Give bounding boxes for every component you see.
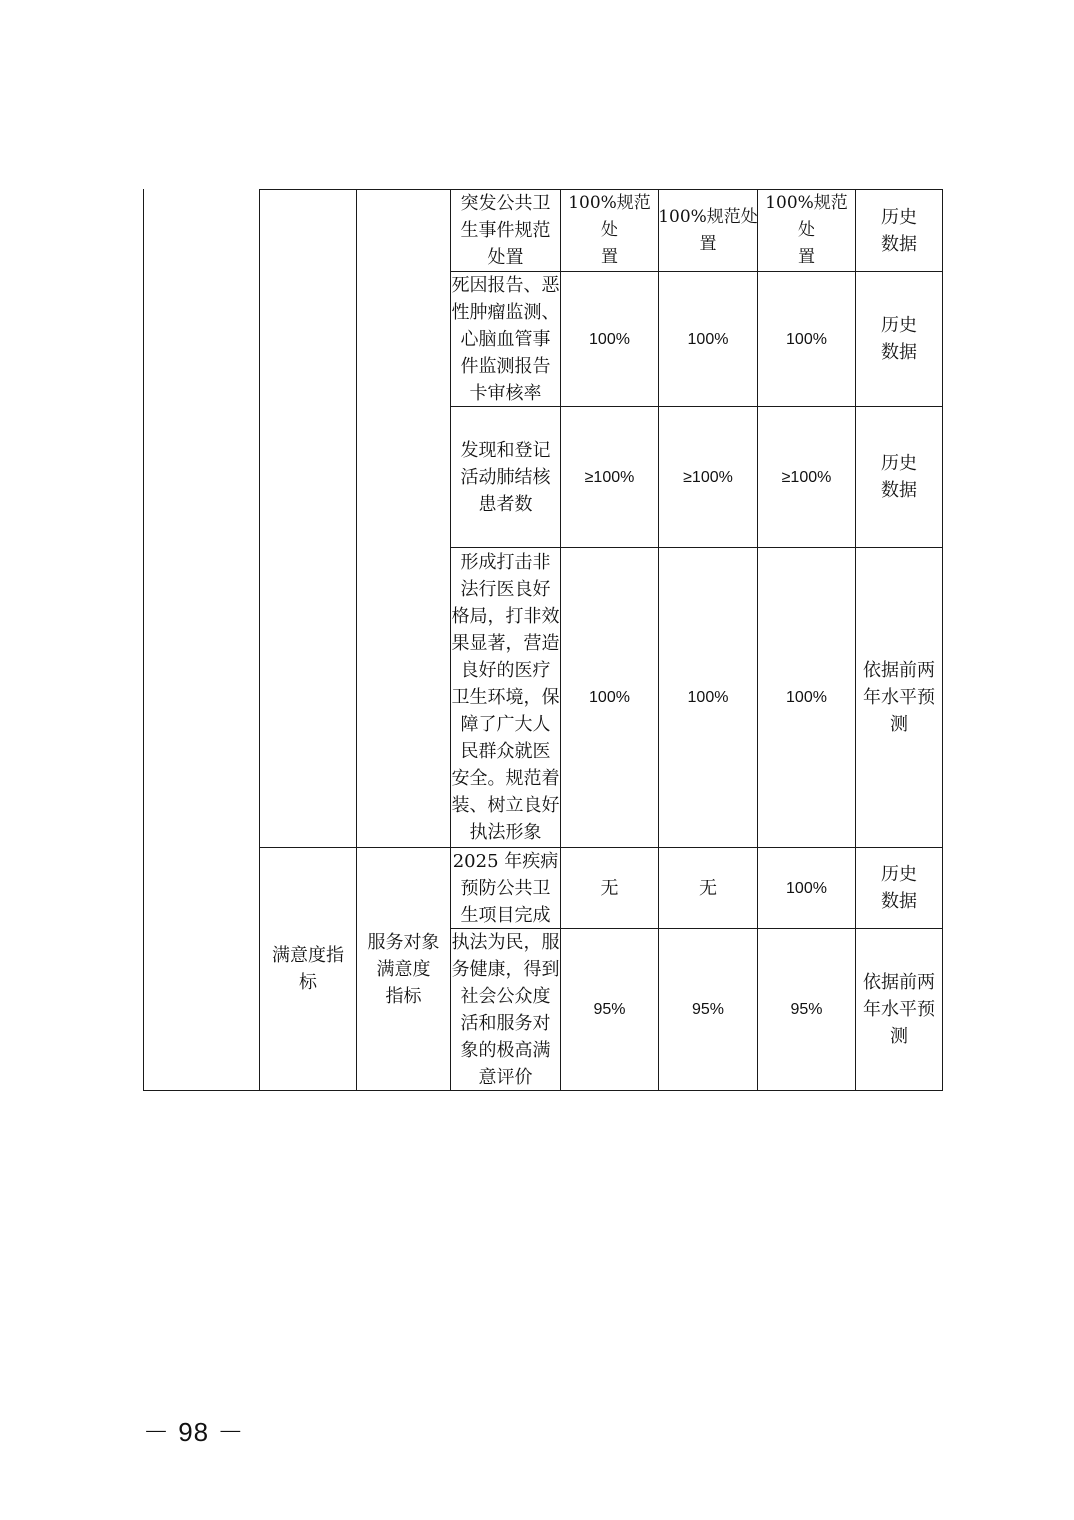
- basis-cell: 历史 数据: [881, 206, 917, 255]
- value-cell-y2: ≥100%: [683, 468, 733, 486]
- indicator-cell: 形成打击非 法行医良好 格局，打非效 果显著，营造 良好的医疗 卫生环境，保 障了广大人 民群众就医 安全。规范着 装、树立良好 执法形象: [451, 552, 560, 843]
- basis-cell: 依据前两 年水平预 测: [863, 660, 935, 735]
- value-cell-y3: 100%: [786, 689, 827, 706]
- value-cell-y2: 100%规范处 置: [658, 206, 758, 254]
- indicator-cell: 执法为民，服 务健康，得到 社会公众度 活和服务对 象的极高满 意评价: [451, 931, 560, 1088]
- value-cell-y1: 100%: [589, 330, 630, 348]
- basis-cell: 历史 数据: [881, 864, 917, 912]
- basis-cell: 历史 数据: [881, 453, 917, 501]
- satisfaction-subcategory-cell: 服务对象 满意度 指标: [367, 931, 440, 1007]
- value-cell-y3: ≥100%: [781, 468, 832, 486]
- value-cell-y1: ≥100%: [584, 468, 635, 486]
- value-cell-y2: 100%: [687, 330, 729, 348]
- value-cell-y1: 100%: [589, 689, 630, 706]
- value-cell-y3: 100%规范处 置: [765, 193, 848, 267]
- value-cell-y2: 95%: [691, 1001, 725, 1018]
- indicator-cell: 突发公共卫 生事件规范 处置: [460, 193, 551, 268]
- indicator-cell: 死因报告、恶 性肿瘤监测、 心脑血管事 件监测报告 卡审核率: [451, 274, 560, 404]
- indicator-cell: 2025 年疾病 预防公共卫 生项目完成: [452, 850, 559, 926]
- basis-cell: 依据前两 年水平预 测: [863, 972, 935, 1047]
- value-cell-y2: 无: [699, 877, 717, 899]
- satisfaction-category-cell: 满意度指 标: [272, 945, 344, 993]
- col-border: [143, 189, 144, 1091]
- indicator-cell: 发现和登记 活动肺结核 患者数: [460, 439, 551, 515]
- value-cell-y1: 无: [600, 877, 619, 899]
- value-cell-y3: 95%: [790, 1001, 823, 1018]
- value-cell-y1: 100%规范处 置: [568, 193, 651, 267]
- page-number: － 98 －: [143, 1417, 245, 1447]
- value-cell-y3: 100%: [786, 330, 827, 348]
- value-cell-y2: 100%: [687, 689, 729, 706]
- value-cell-y3: 100%: [786, 879, 827, 897]
- value-cell-y1: 95%: [593, 1001, 626, 1018]
- basis-cell: 历史 数据: [881, 315, 917, 363]
